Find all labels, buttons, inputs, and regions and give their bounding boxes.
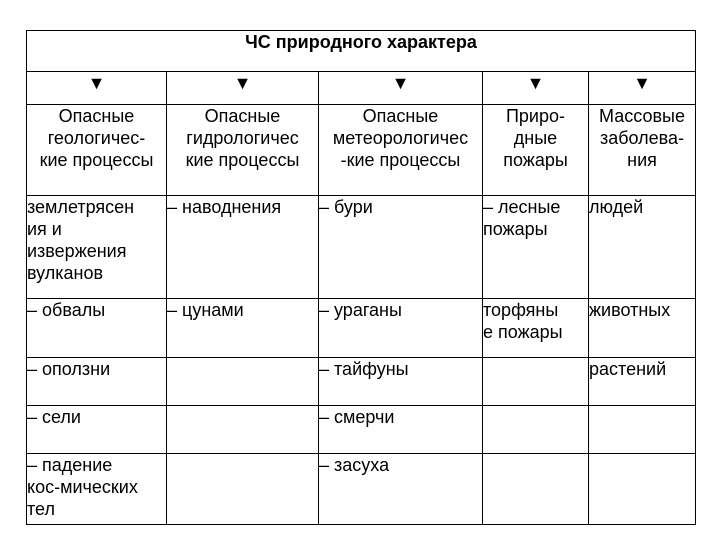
header-line: Опасные	[362, 106, 439, 126]
header-line: Массовые	[599, 106, 685, 126]
table-cell	[167, 196, 319, 299]
table-cell	[27, 196, 167, 299]
cell-line: – засуха	[319, 455, 390, 475]
table-cell	[589, 299, 696, 358]
header-line: дные	[513, 128, 558, 148]
down-arrow-icon: ▼	[483, 72, 589, 105]
table-cell	[27, 454, 167, 525]
empty-cell	[167, 358, 319, 406]
down-arrow-icon: ▼	[589, 72, 696, 105]
cell-line: – падение	[27, 455, 113, 475]
column-header-geological	[27, 105, 167, 196]
table-cell	[27, 299, 167, 358]
header-line: пожары	[503, 150, 568, 170]
header-line: заболева-	[599, 128, 685, 148]
table-title: ЧС природного характера	[27, 31, 696, 72]
cell-line: – лесные	[483, 197, 561, 217]
cell-line: извержения	[27, 241, 127, 261]
cell-line: кос-мических	[27, 477, 138, 497]
header-line: ния	[627, 150, 657, 170]
column-header-wildfires	[483, 105, 589, 196]
table-cell	[319, 406, 483, 454]
cell-line: – оползни	[27, 359, 111, 379]
header-line: кие процессы	[39, 150, 154, 170]
down-arrow-icon: ▼	[27, 72, 167, 105]
hazard-classification-table	[26, 30, 696, 525]
table-cell	[27, 406, 167, 454]
cell-line: – смерчи	[319, 407, 395, 427]
column-header-meteorological	[319, 105, 483, 196]
empty-cell	[483, 454, 589, 525]
column-header-hydrological	[167, 105, 319, 196]
column-header-epidemics	[589, 105, 696, 196]
cell-line: – ураганы	[319, 300, 402, 320]
cell-line: людей	[589, 197, 644, 217]
header-line: кие процессы	[185, 150, 300, 170]
cell-line: тел	[27, 499, 55, 519]
header-line: Опасные	[58, 106, 135, 126]
table-cell	[319, 299, 483, 358]
header-line: Опасные	[204, 106, 281, 126]
table-cell	[319, 358, 483, 406]
down-arrow-icon: ▼	[167, 72, 319, 105]
cell-line: – тайфуны	[319, 359, 409, 379]
cell-line: землетрясен	[27, 197, 135, 217]
table-cell	[589, 358, 696, 406]
header-line: Приро-	[505, 106, 566, 126]
empty-cell	[589, 406, 696, 454]
cell-line: животных	[589, 300, 671, 320]
cell-line: пожары	[483, 219, 548, 239]
header-line: метеорологичес	[332, 128, 469, 148]
table-cell	[27, 358, 167, 406]
cell-line: е пожары	[483, 322, 563, 342]
cell-line: – сели	[27, 407, 81, 427]
header-line: -кие процессы	[340, 150, 461, 170]
cell-line: – обвалы	[27, 300, 106, 320]
empty-cell	[589, 454, 696, 525]
cell-line: – бури	[319, 197, 373, 217]
cell-line: – цунами	[167, 300, 244, 320]
empty-cell	[167, 454, 319, 525]
cell-line: растений	[589, 359, 667, 379]
cell-line: торфяны	[483, 300, 559, 320]
table-cell	[483, 196, 589, 299]
header-line: гидрологичес	[186, 128, 299, 148]
table-cell	[167, 299, 319, 358]
cell-line: – наводнения	[167, 197, 282, 217]
cell-line: ия и	[27, 219, 62, 239]
table-cell	[589, 196, 696, 299]
table-cell	[319, 454, 483, 525]
down-arrow-icon: ▼	[319, 72, 483, 105]
table-cell	[483, 299, 589, 358]
table-cell	[319, 196, 483, 299]
cell-line: вулканов	[27, 263, 104, 283]
empty-cell	[167, 406, 319, 454]
empty-cell	[483, 406, 589, 454]
header-line: геологичес-	[47, 128, 146, 148]
empty-cell	[483, 358, 589, 406]
